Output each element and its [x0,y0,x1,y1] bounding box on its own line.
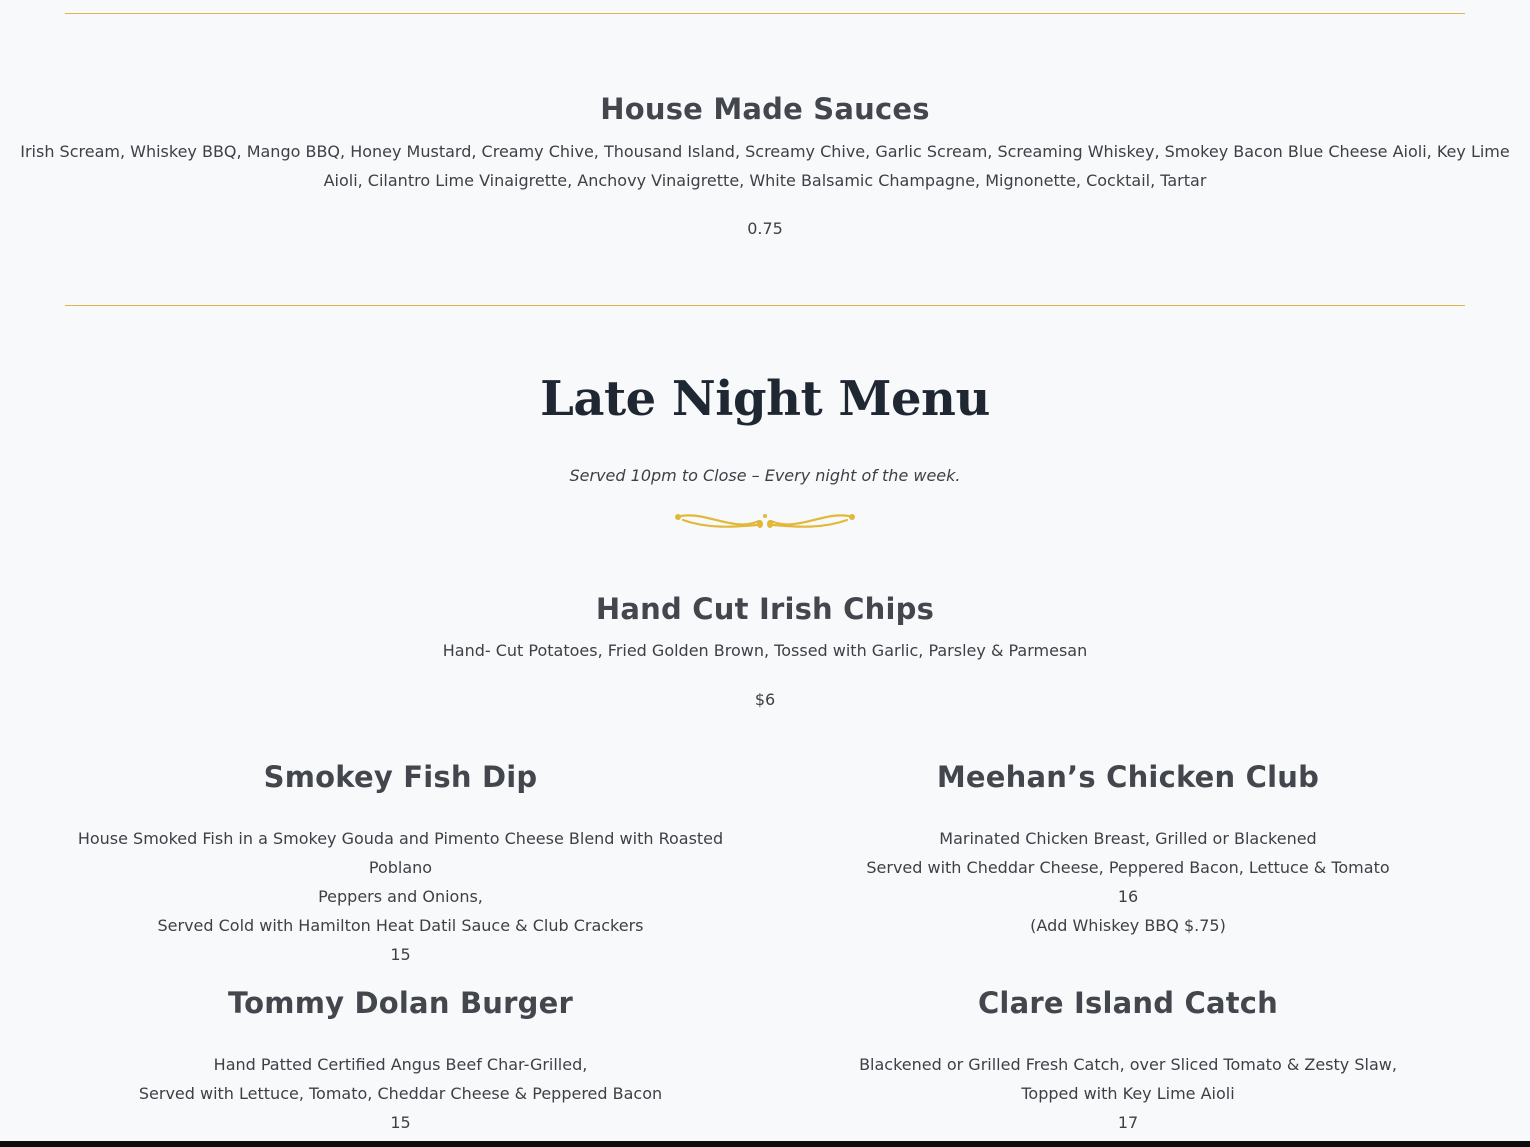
late-night-subtitle-wrap [0,466,1530,485]
sauces-list-line-2: Aioli, Cilantro Lime Vinaigrette, Anchovy Vinaigrette, White Balsamic Champagne, Mignonette, Cocktail, Tartar [323,171,1207,190]
section-divider-top [65,13,1465,14]
sauces-price-wrap [0,219,1530,238]
item-fish-dip-line-2: Peppers and Onions, [318,887,483,906]
late-night-subtitle: Served 10pm to Close – Every night of the week. [569,466,961,485]
item-burger-title: Tommy Dolan Burger [228,986,573,1020]
item-fish-dip-price: 15 [390,945,411,964]
late-night-title: Late Night Menu [540,371,990,427]
item-catch [792,986,1464,1020]
late-night-header [0,371,1530,427]
item-chicken-club-line-2: Served with Cheddar Cheese, Peppered Bacon, Lettuce & Tomato [866,858,1390,877]
item-chips-desc-wrap [0,636,1530,665]
item-burger-price: 15 [390,1113,411,1132]
section-divider-middle [65,305,1465,306]
item-chicken-club-title: Meehan’s Chicken Club [936,760,1320,794]
item-chicken-club-addon: (Add Whiskey BBQ $.75) [1030,916,1226,935]
sauces-price: 0.75 [747,219,783,238]
item-catch-line-2: Topped with Key Lime Aioli [1021,1084,1235,1103]
sauces-list-line-1: Irish Scream, Whiskey BBQ, Mango BBQ, Honey Mustard, Creamy Chive, Thousand Island, Screamy Chive, Garlic Scream, Screaming Whiskey, Smokey Bacon Blue Cheese Aioli, Key Lime [20,142,1510,161]
item-chicken-club-details [792,824,1464,940]
item-fish-dip-title: Smokey Fish Dip [263,760,538,794]
item-chips-description: Hand- Cut Potatoes, Fried Golden Brown, Tossed with Garlic, Parsley & Parmesan [442,641,1088,660]
bottom-bar [0,1141,1530,1147]
item-catch-title: Clare Island Catch [977,986,1279,1020]
item-catch-price: 17 [1117,1113,1139,1132]
item-catch-line-1: Blackened or Grilled Fresh Catch, over Sliced Tomato & Zesty Slaw, [859,1055,1397,1074]
item-chicken-club [792,760,1464,794]
item-chicken-club-price: 16 [1117,887,1139,906]
sauces-description [0,137,1530,195]
item-burger [65,986,736,1020]
item-catch-details [792,1050,1464,1137]
item-fish-dip-line-3: Served Cold with Hamilton Heat Datil Sauce & Club Crackers [157,916,644,935]
item-burger-line-2: Served with Lettuce, Tomato, Cheddar Cheese & Peppered Bacon [138,1084,663,1103]
ornamental-flourish-icon [673,507,857,533]
item-burger-details [65,1050,736,1137]
item-fish-dip-details [65,824,736,969]
item-fish-dip-line-1: House Smoked Fish in a Smokey Gouda and Pimento Cheese Blend with Roasted Poblano [77,829,724,877]
item-fish-dip [65,760,736,794]
item-chips [0,592,1530,626]
item-chips-title: Hand Cut Irish Chips [595,592,935,626]
item-burger-line-1: Hand Patted Certified Angus Beef Char-Grilled, [213,1055,588,1074]
item-chips-price: $6 [754,690,776,709]
sauces-title: House Made Sauces [600,92,930,126]
sauces-section [0,92,1530,126]
item-chicken-club-line-1: Marinated Chicken Breast, Grilled or Blackened [939,829,1317,848]
item-chips-price-wrap [0,690,1530,709]
